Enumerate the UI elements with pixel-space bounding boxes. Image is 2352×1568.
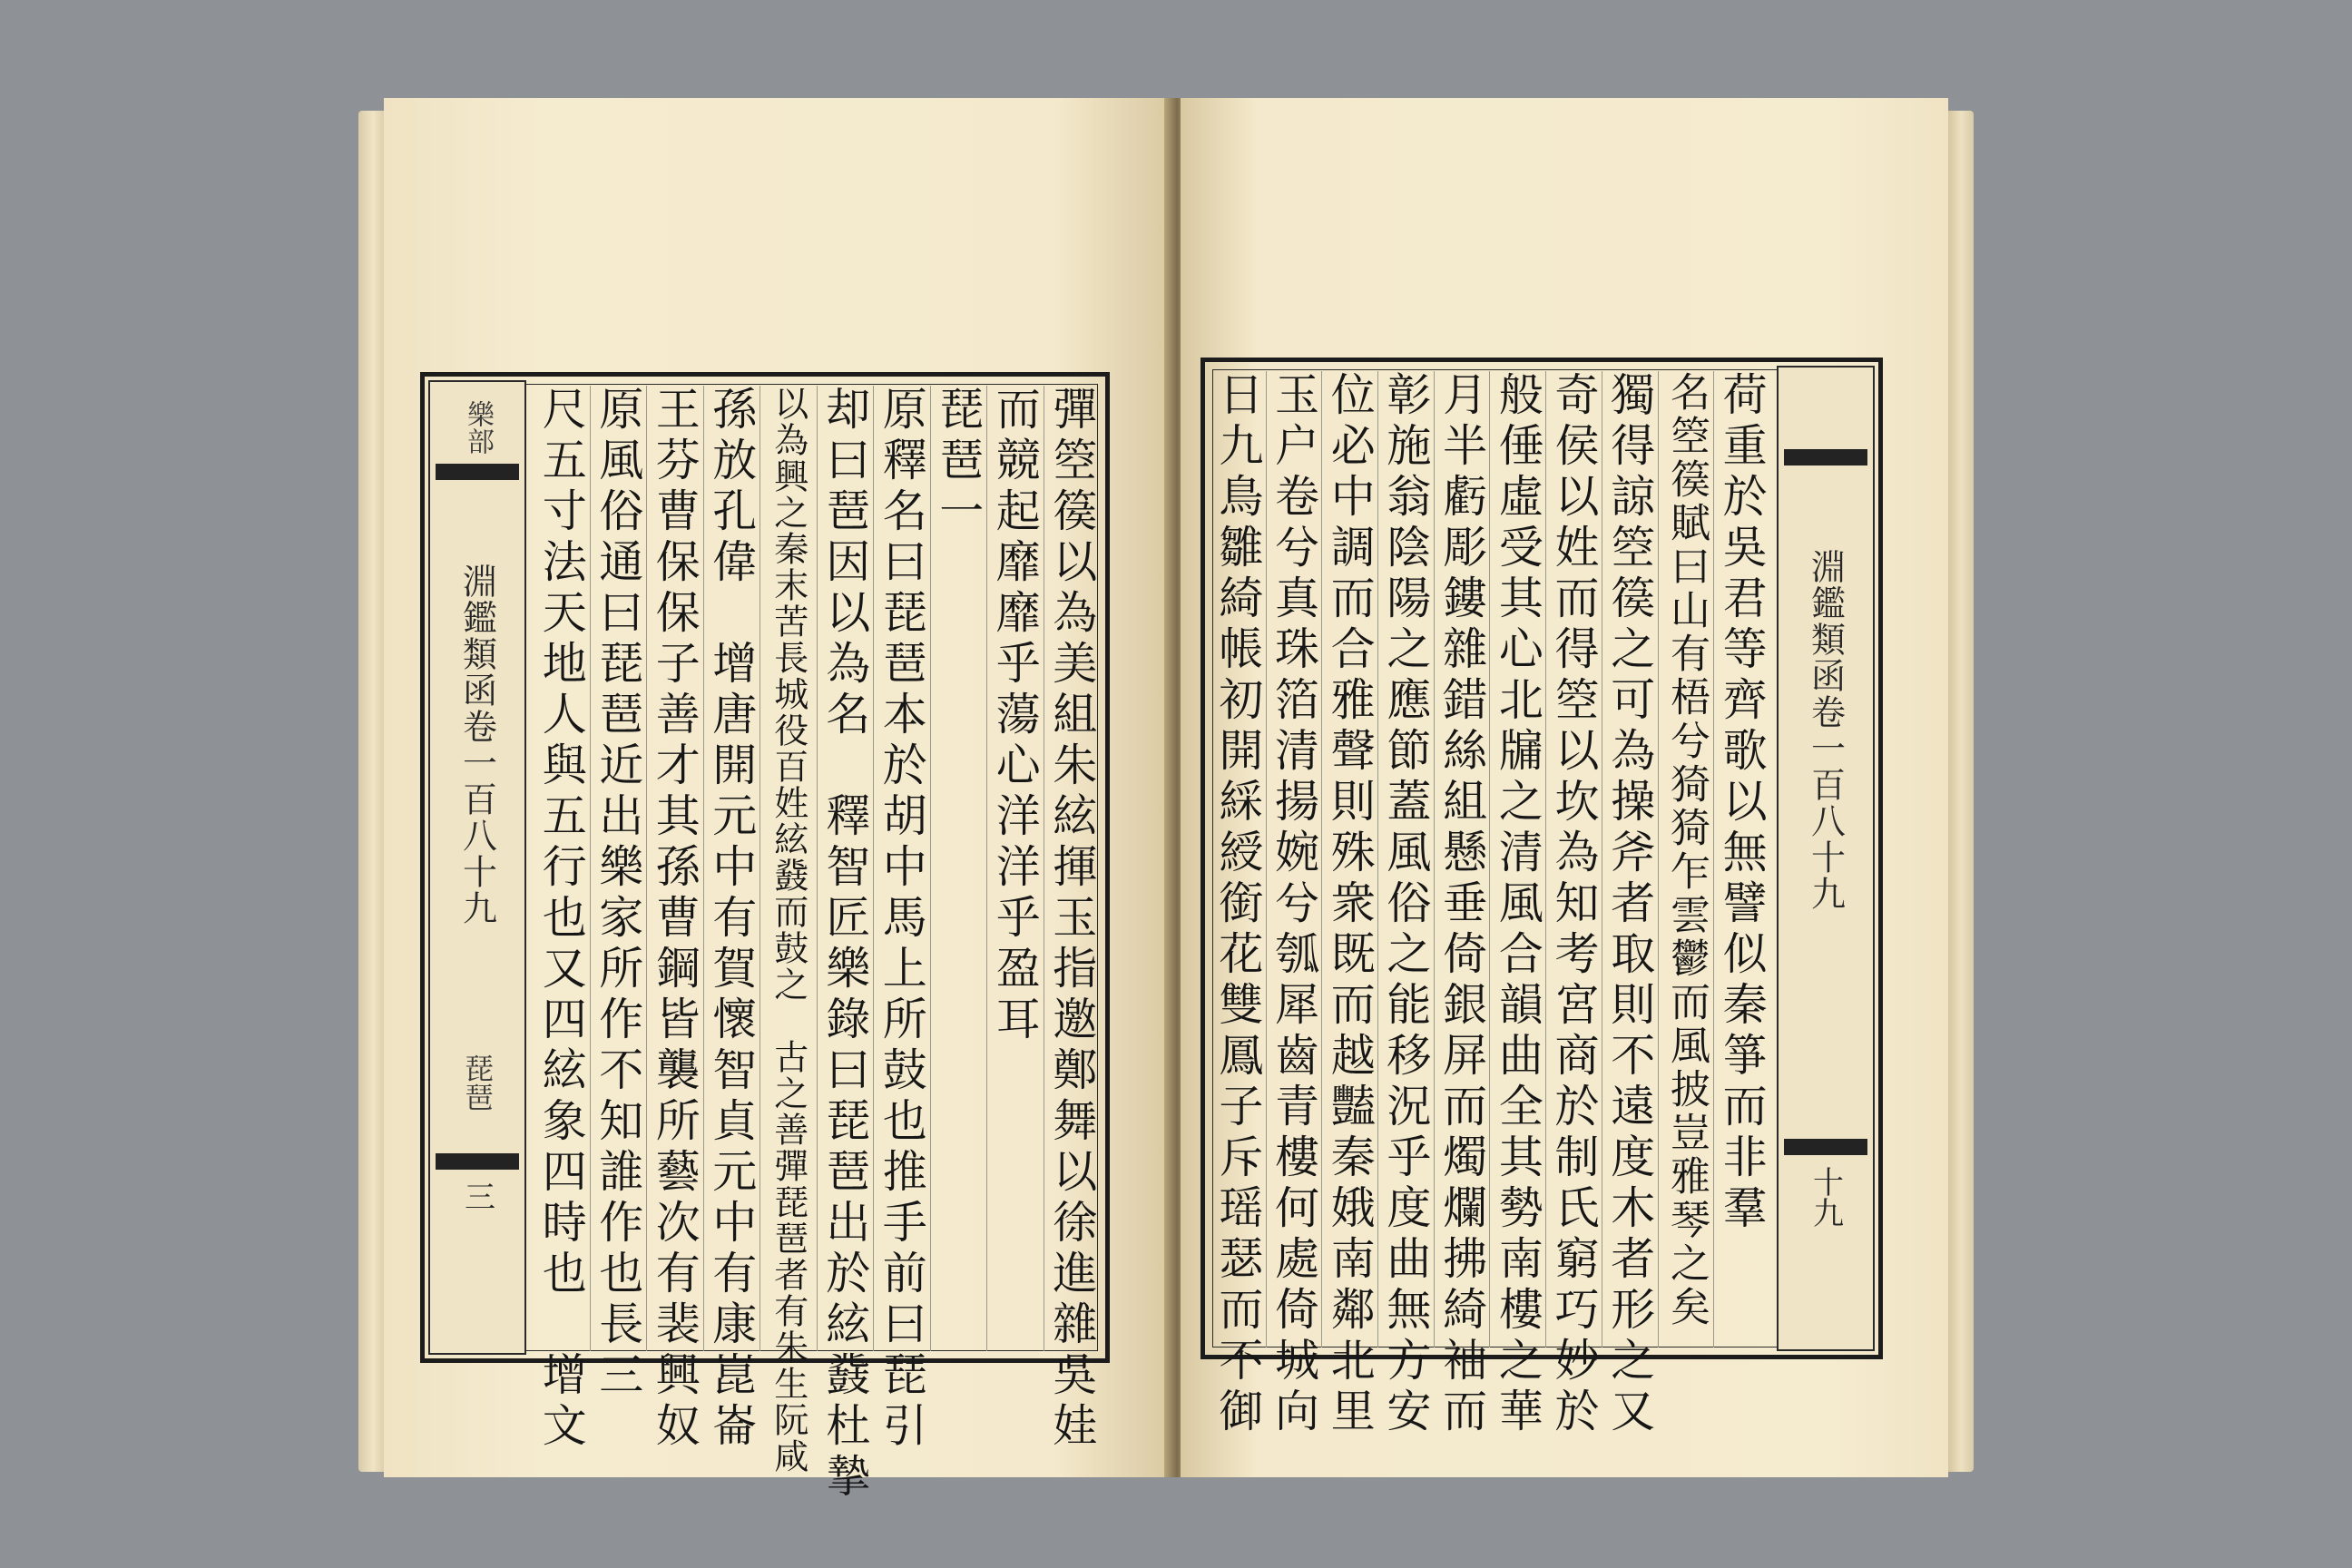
open-book — [358, 98, 1974, 1504]
banxin-page-number: 十九 — [1807, 1166, 1844, 1228]
text-column: 原釋名曰琵琶本於胡中馬上所鼓也推手前曰琵引 — [873, 386, 930, 1351]
text-column: 琵琶一 — [930, 386, 987, 1351]
fish-tail-mark — [436, 1153, 519, 1170]
fish-tail-mark — [1784, 449, 1867, 466]
text-column: 彈箜篌以為美組朱絃揮玉指邀鄭舞以徐進雜吳娃 — [1044, 386, 1101, 1351]
left-banxin — [428, 380, 526, 1355]
text-column: 尺五寸法天地人與五行也又四絃象四時也 增文 — [535, 386, 588, 1453]
left-text-columns — [534, 386, 1100, 1504]
text-column: 位必中調而合雅聲則殊衆既而越豔秦娥南鄰北里 — [1321, 371, 1377, 1348]
banxin-title: 淵鑑類函卷一百八十九 — [1805, 549, 1846, 912]
text-column: 般倕虛受其心北牖之清風合韻曲全其勢南樓之華 — [1489, 371, 1545, 1348]
left-page — [384, 98, 1173, 1504]
text-column: 獨得諒箜篌之可為操斧者取則不遠度木者形之又 — [1602, 371, 1658, 1348]
fish-tail-mark — [436, 464, 519, 480]
text-column: 奇侯以姓而得箜以坎為知考宮商於制氏窮巧妙於 — [1545, 371, 1602, 1348]
page-edges-right — [1946, 111, 1974, 1472]
text-column: 孫放孔偉 增唐開元中有賀懷智貞元中有康崑崙 — [703, 386, 760, 1351]
right-banxin — [1777, 366, 1875, 1351]
text-column: 以為興之秦末苦長城役百姓絃鼗而鼓之 古之善彈琵琶者有朱生阮咸 — [760, 386, 817, 1351]
banxin-title: 淵鑑類函卷一百八十九 — [456, 564, 497, 926]
text-column: 王芬曹保保子善才其孫曹鋼皆襲所藝次有裴興奴 — [646, 386, 703, 1351]
banxin-subject: 琵琶 — [460, 1054, 495, 1112]
banxin-section: 樂部 — [462, 400, 494, 455]
text-column: 却曰琶因以為名 釋智匠樂錄曰琵琶出於絃鼗杜摯 — [817, 386, 874, 1351]
right-page — [1181, 98, 1948, 1477]
text-column: 而競起靡靡乎蕩心洋洋乎盈耳 — [986, 386, 1044, 1351]
left-text-frame — [420, 372, 1110, 1504]
right-text-columns — [1210, 371, 1769, 1438]
fish-tail-mark — [1784, 1139, 1867, 1155]
banxin-page-number: 三 — [458, 1181, 495, 1211]
text-column: 玉户卷兮真珠箔清揚婉兮瓠犀齒青樓何處倚城向 — [1266, 371, 1322, 1348]
text-column: 荷重於吳君等齊歌以無譬似秦箏而非羣 — [1713, 371, 1769, 1348]
right-text-frame — [1200, 358, 1883, 1438]
text-column: 彰施翁陰陽之應節蓋風俗之能移況乎度曲無方安 — [1377, 371, 1434, 1348]
text-column: 名箜篌賦曰山有梧兮猗猗乍雲鬱而風披豈雅琴之矣 — [1658, 371, 1714, 1348]
text-column: 月半虧彫鏤雜錯絲組懸垂倚銀屏而燭爛拂綺袖而 — [1434, 371, 1490, 1348]
text-column: 日九鳥雛綺帳初開綵綬銜花雙鳳子斥瑶瑟而不御 — [1211, 371, 1264, 1438]
text-column: 原風俗通曰琵琶近出樂家所作不知誰作也長三 — [590, 386, 647, 1351]
